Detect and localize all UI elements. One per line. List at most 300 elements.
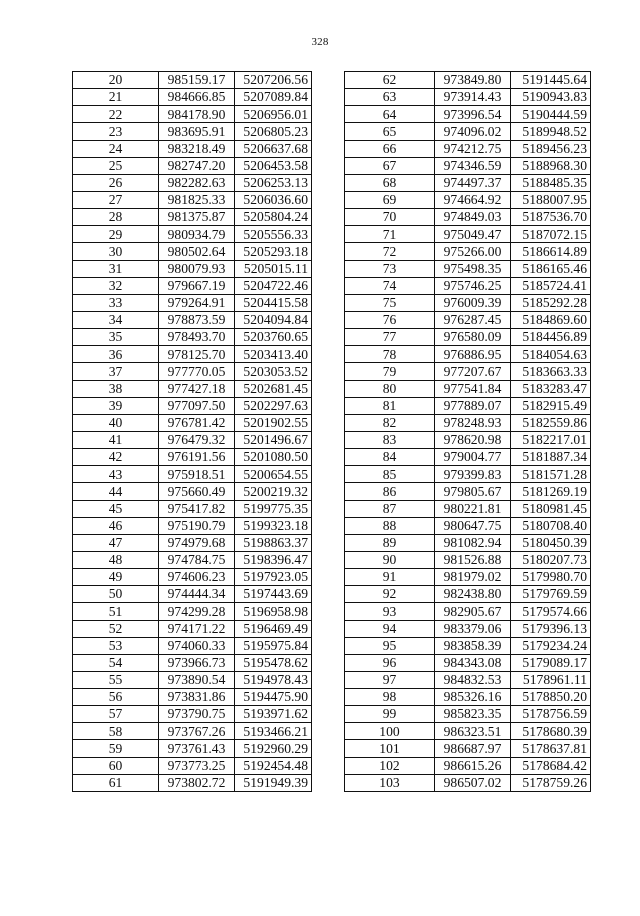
y-coordinate-cell: 5178756.59 (511, 706, 591, 723)
y-coordinate-cell: 5200219.32 (235, 483, 312, 500)
point-number-cell: 32 (73, 277, 159, 294)
point-number-cell: 41 (73, 431, 159, 448)
point-number-cell: 39 (73, 397, 159, 414)
x-coordinate-cell: 974212.75 (435, 140, 511, 157)
x-coordinate-cell: 983858.39 (435, 637, 511, 654)
x-coordinate-cell: 974606.23 (159, 569, 235, 586)
y-coordinate-cell: 5202297.63 (235, 397, 312, 414)
table-row (73, 243, 312, 260)
table-row (345, 260, 591, 277)
table-row (345, 774, 591, 791)
table-row (345, 620, 591, 637)
point-number-cell: 98 (345, 689, 435, 706)
x-coordinate-cell: 982438.80 (435, 586, 511, 603)
point-number-cell: 20 (73, 72, 159, 89)
y-coordinate-cell: 5178680.39 (511, 723, 591, 740)
table-row (73, 757, 312, 774)
point-number-cell: 102 (345, 757, 435, 774)
y-coordinate-cell: 5202681.45 (235, 380, 312, 397)
x-coordinate-cell: 981375.87 (159, 209, 235, 226)
x-coordinate-cell: 973890.54 (159, 671, 235, 688)
y-coordinate-cell: 5206453.58 (235, 157, 312, 174)
x-coordinate-cell: 979004.77 (435, 449, 511, 466)
point-number-cell: 86 (345, 483, 435, 500)
table-row (345, 671, 591, 688)
x-coordinate-cell: 973849.80 (435, 72, 511, 89)
y-coordinate-cell: 5195975.84 (235, 637, 312, 654)
table-row (73, 157, 312, 174)
y-coordinate-cell: 5179980.70 (511, 569, 591, 586)
y-coordinate-cell: 5197923.05 (235, 569, 312, 586)
y-coordinate-cell: 5180207.73 (511, 551, 591, 568)
table-row (345, 209, 591, 226)
point-number-cell: 100 (345, 723, 435, 740)
x-coordinate-cell: 981526.88 (435, 551, 511, 568)
y-coordinate-cell: 5207089.84 (235, 89, 312, 106)
x-coordinate-cell: 977097.50 (159, 397, 235, 414)
table-row (73, 517, 312, 534)
y-coordinate-cell: 5201496.67 (235, 431, 312, 448)
x-coordinate-cell: 985326.16 (435, 689, 511, 706)
table-row (73, 449, 312, 466)
point-number-cell: 74 (345, 277, 435, 294)
table-row (73, 483, 312, 500)
point-number-cell: 45 (73, 500, 159, 517)
table-row (73, 620, 312, 637)
y-coordinate-cell: 5195478.62 (235, 654, 312, 671)
table-row (73, 191, 312, 208)
table-row (345, 346, 591, 363)
x-coordinate-cell: 986323.51 (435, 723, 511, 740)
point-number-cell: 53 (73, 637, 159, 654)
x-coordinate-cell: 973790.75 (159, 706, 235, 723)
point-number-cell: 44 (73, 483, 159, 500)
table-row (345, 723, 591, 740)
point-number-cell: 82 (345, 414, 435, 431)
point-number-cell: 40 (73, 414, 159, 431)
x-coordinate-cell: 973996.54 (435, 106, 511, 123)
coordinates-table-right (344, 71, 591, 792)
point-number-cell: 24 (73, 140, 159, 157)
x-coordinate-cell: 975746.25 (435, 277, 511, 294)
y-coordinate-cell: 5188968.30 (511, 157, 591, 174)
x-coordinate-cell: 981082.94 (435, 534, 511, 551)
y-coordinate-cell: 5179234.24 (511, 637, 591, 654)
point-number-cell: 88 (345, 517, 435, 534)
table-row (345, 397, 591, 414)
x-coordinate-cell: 975417.82 (159, 500, 235, 517)
y-coordinate-cell: 5193971.62 (235, 706, 312, 723)
table-row (73, 569, 312, 586)
point-number-cell: 64 (345, 106, 435, 123)
table-row (73, 689, 312, 706)
x-coordinate-cell: 978873.59 (159, 311, 235, 328)
table-row (345, 174, 591, 191)
table-row (345, 637, 591, 654)
y-coordinate-cell: 5181269.19 (511, 483, 591, 500)
point-number-cell: 93 (345, 603, 435, 620)
y-coordinate-cell: 5206253.13 (235, 174, 312, 191)
x-coordinate-cell: 976479.32 (159, 431, 235, 448)
point-number-cell: 75 (345, 294, 435, 311)
table-row (345, 380, 591, 397)
point-number-cell: 79 (345, 363, 435, 380)
x-coordinate-cell: 977770.05 (159, 363, 235, 380)
point-number-cell: 65 (345, 123, 435, 140)
x-coordinate-cell: 982905.67 (435, 603, 511, 620)
point-number-cell: 87 (345, 500, 435, 517)
y-coordinate-cell: 5201080.50 (235, 449, 312, 466)
point-number-cell: 95 (345, 637, 435, 654)
table-row (345, 517, 591, 534)
y-coordinate-cell: 5201902.55 (235, 414, 312, 431)
y-coordinate-cell: 5193466.21 (235, 723, 312, 740)
point-number-cell: 73 (345, 260, 435, 277)
table-row (345, 449, 591, 466)
x-coordinate-cell: 979805.67 (435, 483, 511, 500)
point-number-cell: 72 (345, 243, 435, 260)
point-number-cell: 84 (345, 449, 435, 466)
x-coordinate-cell: 978493.70 (159, 329, 235, 346)
x-coordinate-cell: 976009.39 (435, 294, 511, 311)
y-coordinate-cell: 5179396.13 (511, 620, 591, 637)
table-row (345, 431, 591, 448)
point-number-cell: 103 (345, 774, 435, 791)
point-number-cell: 94 (345, 620, 435, 637)
table-row (345, 123, 591, 140)
table-body (73, 72, 312, 792)
table-row (73, 380, 312, 397)
x-coordinate-cell: 980502.64 (159, 243, 235, 260)
x-coordinate-cell: 974171.22 (159, 620, 235, 637)
point-number-cell: 49 (73, 569, 159, 586)
x-coordinate-cell: 975190.79 (159, 517, 235, 534)
x-coordinate-cell: 976886.95 (435, 346, 511, 363)
page-number: 328 (311, 36, 329, 48)
x-coordinate-cell: 974444.34 (159, 586, 235, 603)
x-coordinate-cell: 980221.81 (435, 500, 511, 517)
y-coordinate-cell: 5198863.37 (235, 534, 312, 551)
y-coordinate-cell: 5197443.69 (235, 586, 312, 603)
table-body (345, 72, 591, 792)
table-row (73, 397, 312, 414)
x-coordinate-cell: 976191.56 (159, 449, 235, 466)
table-row (73, 72, 312, 89)
y-coordinate-cell: 5206637.68 (235, 140, 312, 157)
y-coordinate-cell: 5196958.98 (235, 603, 312, 620)
point-number-cell: 48 (73, 551, 159, 568)
y-coordinate-cell: 5178961.11 (511, 671, 591, 688)
y-coordinate-cell: 5181887.34 (511, 449, 591, 466)
table-row (73, 431, 312, 448)
x-coordinate-cell: 973802.72 (159, 774, 235, 791)
point-number-cell: 69 (345, 191, 435, 208)
y-coordinate-cell: 5178637.81 (511, 740, 591, 757)
x-coordinate-cell: 975918.51 (159, 466, 235, 483)
y-coordinate-cell: 5183663.33 (511, 363, 591, 380)
point-number-cell: 71 (345, 226, 435, 243)
point-number-cell: 31 (73, 260, 159, 277)
table-row (345, 586, 591, 603)
point-number-cell: 21 (73, 89, 159, 106)
x-coordinate-cell: 974096.02 (435, 123, 511, 140)
point-number-cell: 61 (73, 774, 159, 791)
point-number-cell: 50 (73, 586, 159, 603)
x-coordinate-cell: 973831.86 (159, 689, 235, 706)
point-number-cell: 27 (73, 191, 159, 208)
table-row (345, 294, 591, 311)
point-number-cell: 91 (345, 569, 435, 586)
y-coordinate-cell: 5192454.48 (235, 757, 312, 774)
point-number-cell: 96 (345, 654, 435, 671)
x-coordinate-cell: 979264.91 (159, 294, 235, 311)
y-coordinate-cell: 5194475.90 (235, 689, 312, 706)
x-coordinate-cell: 974346.59 (435, 157, 511, 174)
table-row (345, 72, 591, 89)
x-coordinate-cell: 983379.06 (435, 620, 511, 637)
y-coordinate-cell: 5200654.55 (235, 466, 312, 483)
y-coordinate-cell: 5186165.46 (511, 260, 591, 277)
x-coordinate-cell: 973966.73 (159, 654, 235, 671)
point-number-cell: 66 (345, 140, 435, 157)
table-row (345, 363, 591, 380)
table-row (345, 311, 591, 328)
y-coordinate-cell: 5179574.66 (511, 603, 591, 620)
y-coordinate-cell: 5204722.46 (235, 277, 312, 294)
table-row (73, 89, 312, 106)
x-coordinate-cell: 974060.33 (159, 637, 235, 654)
y-coordinate-cell: 5178684.42 (511, 757, 591, 774)
y-coordinate-cell: 5185724.41 (511, 277, 591, 294)
table-row (345, 243, 591, 260)
table-row (345, 466, 591, 483)
y-coordinate-cell: 5180450.39 (511, 534, 591, 551)
table-row (73, 637, 312, 654)
table-row (345, 157, 591, 174)
point-number-cell: 35 (73, 329, 159, 346)
y-coordinate-cell: 5198396.47 (235, 551, 312, 568)
table-row (73, 260, 312, 277)
point-number-cell: 99 (345, 706, 435, 723)
x-coordinate-cell: 973773.25 (159, 757, 235, 774)
x-coordinate-cell: 974664.92 (435, 191, 511, 208)
table-row (345, 140, 591, 157)
x-coordinate-cell: 984178.90 (159, 106, 235, 123)
table-row (345, 654, 591, 671)
y-coordinate-cell: 5205804.24 (235, 209, 312, 226)
y-coordinate-cell: 5178850.20 (511, 689, 591, 706)
table-row (345, 483, 591, 500)
table-row (73, 534, 312, 551)
table-row (73, 106, 312, 123)
point-number-cell: 78 (345, 346, 435, 363)
table-row (73, 226, 312, 243)
y-coordinate-cell: 5206036.60 (235, 191, 312, 208)
point-number-cell: 67 (345, 157, 435, 174)
point-number-cell: 83 (345, 431, 435, 448)
x-coordinate-cell: 974497.37 (435, 174, 511, 191)
y-coordinate-cell: 5192960.29 (235, 740, 312, 757)
point-number-cell: 63 (345, 89, 435, 106)
y-coordinate-cell: 5203760.65 (235, 329, 312, 346)
y-coordinate-cell: 5191949.39 (235, 774, 312, 791)
table-row (73, 123, 312, 140)
y-coordinate-cell: 5188485.35 (511, 174, 591, 191)
point-number-cell: 97 (345, 671, 435, 688)
point-number-cell: 42 (73, 449, 159, 466)
point-number-cell: 28 (73, 209, 159, 226)
coordinates-table-left (72, 71, 312, 792)
point-number-cell: 30 (73, 243, 159, 260)
point-number-cell: 60 (73, 757, 159, 774)
table-row (73, 654, 312, 671)
x-coordinate-cell: 973767.26 (159, 723, 235, 740)
x-coordinate-cell: 980647.75 (435, 517, 511, 534)
y-coordinate-cell: 5180708.40 (511, 517, 591, 534)
point-number-cell: 76 (345, 311, 435, 328)
table-row (345, 500, 591, 517)
table-row (73, 414, 312, 431)
point-number-cell: 90 (345, 551, 435, 568)
table-row (345, 569, 591, 586)
x-coordinate-cell: 985823.35 (435, 706, 511, 723)
x-coordinate-cell: 981825.33 (159, 191, 235, 208)
point-number-cell: 23 (73, 123, 159, 140)
table-row (73, 140, 312, 157)
point-number-cell: 62 (345, 72, 435, 89)
y-coordinate-cell: 5190943.83 (511, 89, 591, 106)
table-row (73, 740, 312, 757)
y-coordinate-cell: 5184456.89 (511, 329, 591, 346)
y-coordinate-cell: 5206805.23 (235, 123, 312, 140)
y-coordinate-cell: 5196469.49 (235, 620, 312, 637)
y-coordinate-cell: 5204094.84 (235, 311, 312, 328)
point-number-cell: 59 (73, 740, 159, 757)
y-coordinate-cell: 5203413.40 (235, 346, 312, 363)
point-number-cell: 43 (73, 466, 159, 483)
x-coordinate-cell: 984343.08 (435, 654, 511, 671)
x-coordinate-cell: 976287.45 (435, 311, 511, 328)
y-coordinate-cell: 5183283.47 (511, 380, 591, 397)
y-coordinate-cell: 5182217.01 (511, 431, 591, 448)
table-row (73, 277, 312, 294)
table-row (345, 89, 591, 106)
x-coordinate-cell: 977889.07 (435, 397, 511, 414)
y-coordinate-cell: 5191445.64 (511, 72, 591, 89)
table-row (345, 277, 591, 294)
y-coordinate-cell: 5199323.18 (235, 517, 312, 534)
x-coordinate-cell: 978248.93 (435, 414, 511, 431)
x-coordinate-cell: 978125.70 (159, 346, 235, 363)
x-coordinate-cell: 974299.28 (159, 603, 235, 620)
y-coordinate-cell: 5184054.63 (511, 346, 591, 363)
point-number-cell: 101 (345, 740, 435, 757)
point-number-cell: 81 (345, 397, 435, 414)
point-number-cell: 92 (345, 586, 435, 603)
point-number-cell: 58 (73, 723, 159, 740)
table-row (345, 551, 591, 568)
table-row (345, 706, 591, 723)
y-coordinate-cell: 5182915.49 (511, 397, 591, 414)
x-coordinate-cell: 973914.43 (435, 89, 511, 106)
point-number-cell: 22 (73, 106, 159, 123)
y-coordinate-cell: 5194978.43 (235, 671, 312, 688)
point-number-cell: 70 (345, 209, 435, 226)
y-coordinate-cell: 5206956.01 (235, 106, 312, 123)
table-row (73, 363, 312, 380)
x-coordinate-cell: 986687.97 (435, 740, 511, 757)
y-coordinate-cell: 5205015.11 (235, 260, 312, 277)
point-number-cell: 37 (73, 363, 159, 380)
x-coordinate-cell: 976580.09 (435, 329, 511, 346)
table-row (345, 226, 591, 243)
y-coordinate-cell: 5189948.52 (511, 123, 591, 140)
table-row (345, 603, 591, 620)
x-coordinate-cell: 975498.35 (435, 260, 511, 277)
x-coordinate-cell: 982282.63 (159, 174, 235, 191)
x-coordinate-cell: 980934.79 (159, 226, 235, 243)
x-coordinate-cell: 974849.03 (435, 209, 511, 226)
table-row (73, 723, 312, 740)
point-number-cell: 68 (345, 174, 435, 191)
point-number-cell: 33 (73, 294, 159, 311)
y-coordinate-cell: 5187536.70 (511, 209, 591, 226)
x-coordinate-cell: 978620.98 (435, 431, 511, 448)
table-row (73, 586, 312, 603)
point-number-cell: 80 (345, 380, 435, 397)
x-coordinate-cell: 983695.91 (159, 123, 235, 140)
point-number-cell: 77 (345, 329, 435, 346)
x-coordinate-cell: 983218.49 (159, 140, 235, 157)
point-number-cell: 56 (73, 689, 159, 706)
table-row (73, 500, 312, 517)
y-coordinate-cell: 5205556.33 (235, 226, 312, 243)
x-coordinate-cell: 975660.49 (159, 483, 235, 500)
y-coordinate-cell: 5199775.35 (235, 500, 312, 517)
point-number-cell: 47 (73, 534, 159, 551)
table-row (73, 706, 312, 723)
table-row (73, 603, 312, 620)
x-coordinate-cell: 975266.00 (435, 243, 511, 260)
table-row (73, 174, 312, 191)
x-coordinate-cell: 986507.02 (435, 774, 511, 791)
table-row (345, 740, 591, 757)
y-coordinate-cell: 5181571.28 (511, 466, 591, 483)
point-number-cell: 36 (73, 346, 159, 363)
table-row (73, 466, 312, 483)
y-coordinate-cell: 5187072.15 (511, 226, 591, 243)
table-row (73, 311, 312, 328)
point-number-cell: 29 (73, 226, 159, 243)
y-coordinate-cell: 5186614.89 (511, 243, 591, 260)
y-coordinate-cell: 5205293.18 (235, 243, 312, 260)
y-coordinate-cell: 5179769.59 (511, 586, 591, 603)
point-number-cell: 52 (73, 620, 159, 637)
table-row (345, 191, 591, 208)
point-number-cell: 51 (73, 603, 159, 620)
y-coordinate-cell: 5178759.26 (511, 774, 591, 791)
point-number-cell: 34 (73, 311, 159, 328)
table-row (73, 346, 312, 363)
table-row (345, 329, 591, 346)
y-coordinate-cell: 5185292.28 (511, 294, 591, 311)
table-row (345, 534, 591, 551)
table-row (73, 671, 312, 688)
table-row (345, 757, 591, 774)
x-coordinate-cell: 976781.42 (159, 414, 235, 431)
x-coordinate-cell: 984666.85 (159, 89, 235, 106)
x-coordinate-cell: 975049.47 (435, 226, 511, 243)
